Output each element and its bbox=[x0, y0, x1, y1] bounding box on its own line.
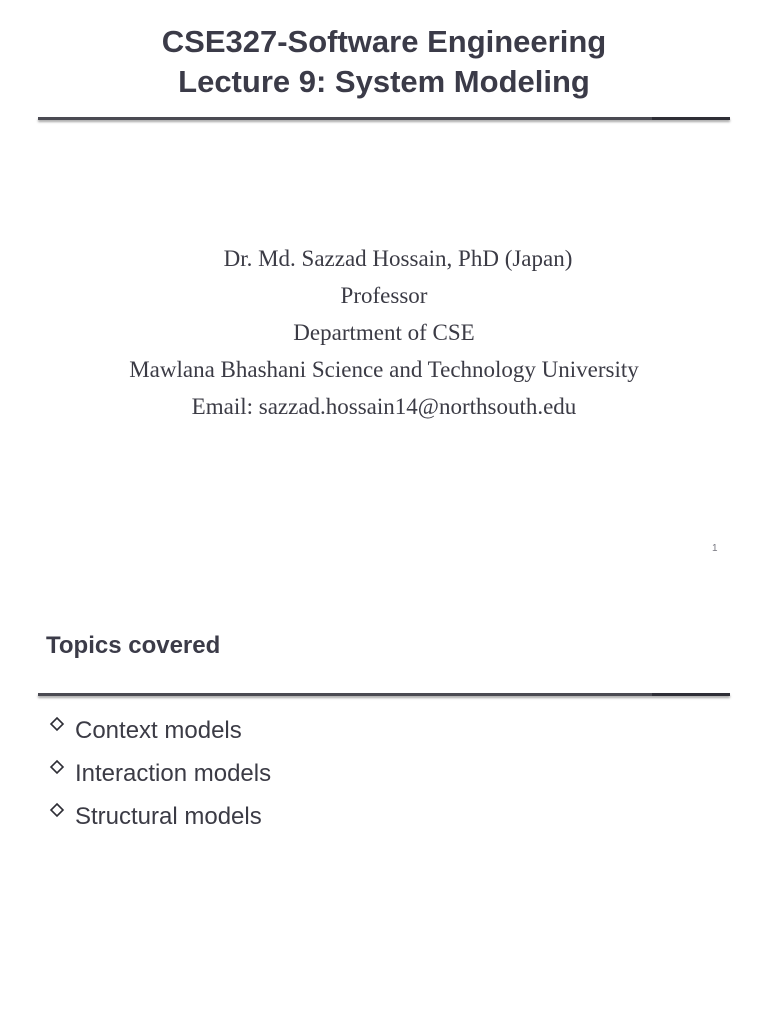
author-email: Email: sazzad.hossain14@northsouth.edu bbox=[191, 394, 577, 419]
author-info bbox=[0, 240, 768, 425]
diamond-bullet-icon bbox=[48, 716, 66, 734]
title-divider bbox=[38, 117, 730, 120]
course-title: CSE327-Software Engineering bbox=[161, 24, 607, 59]
title-divider bbox=[38, 693, 730, 696]
topic-label: Context models bbox=[75, 717, 242, 744]
slide-2 bbox=[0, 576, 768, 1024]
author-position: Professor bbox=[340, 283, 428, 308]
diamond-bullet-icon bbox=[48, 759, 66, 777]
slide-title bbox=[0, 22, 768, 102]
topic-label: Structural models bbox=[75, 803, 262, 830]
author-university: Mawlana Bhashani Science and Technology University bbox=[129, 357, 639, 382]
topic-label: Interaction models bbox=[75, 760, 272, 787]
page-number: 1 bbox=[712, 543, 718, 554]
lecture-title: Lecture 9: System Modeling bbox=[178, 64, 590, 99]
author-department: Department of CSE bbox=[293, 320, 475, 345]
topics-title: Topics covered bbox=[46, 632, 221, 659]
diamond-bullet-icon bbox=[48, 802, 66, 820]
author-name: Dr. Md. Sazzad Hossain, PhD (Japan) bbox=[223, 246, 573, 271]
